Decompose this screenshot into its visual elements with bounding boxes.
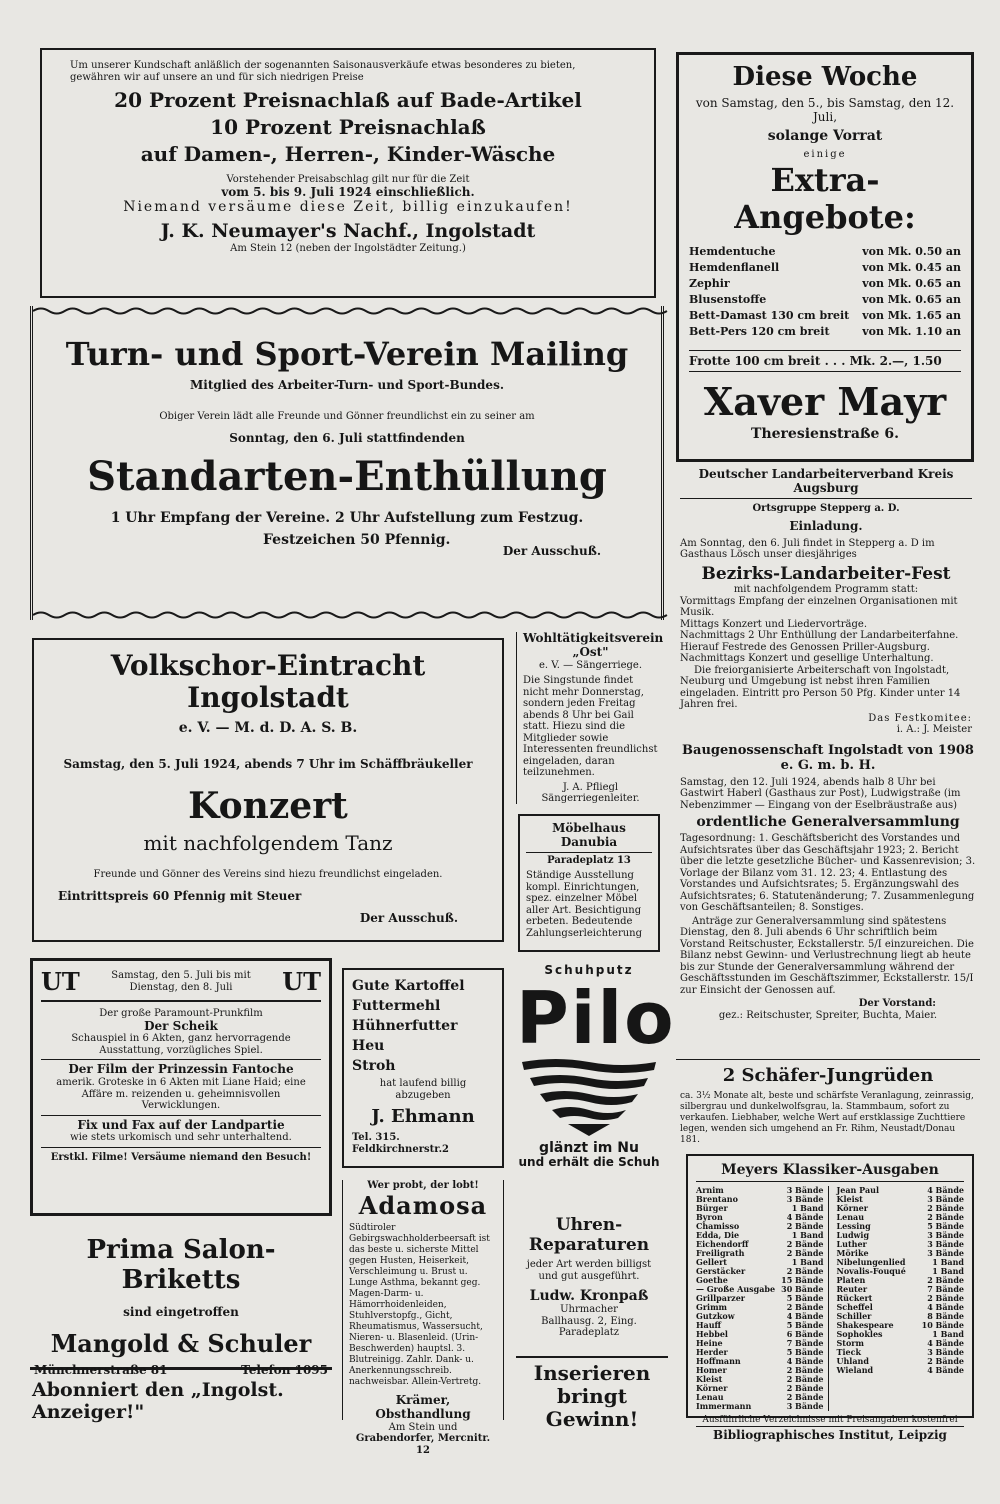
book-volumes: 2 Bände [786,1248,824,1259]
ad-sub: sind eingetroffen [123,1304,239,1319]
ad-text: Fix und Fax auf der Landpartie [77,1117,285,1132]
ad-sub: von Samstag, den 5., bis Samstag, den 12. Juli, [695,95,955,124]
ad-title: Turn- und Sport-Verein Mailing [65,335,629,373]
book-title: Arnim [696,1185,724,1196]
ad-text: Die Singstunde findet nicht mehr Donnerstag, sondern jeden Freitag abends 8 Uhr bei Gail statt. Hiezu sind die Mitglieder sowie Interessenten freundlichst eingeladen, daran teilzunehmen. [523,675,658,779]
book-title: Homer [696,1365,727,1376]
ad-text: amerik. Groteske in 6 Akten mit Liane Haid; eine Affäre m. reizenden u. geheimnisvollen Verwicklungen. [56,1077,306,1112]
ad-meyers [686,1154,974,1443]
book-title: Hoffmann [696,1356,741,1367]
ad-inserieren [516,1356,668,1431]
book-title: Gellert [696,1257,727,1268]
ad-text: Obiger Verein lädt alle Freunde und Gönner freundlichst ein zu seiner am [159,410,535,422]
book-title: Novalis-Fouqué [836,1266,906,1277]
book-title: Lessing [836,1221,871,1232]
book-title: Gerstäcker [696,1266,746,1277]
book-volumes: 4 Bände [927,1185,964,1196]
ad-item: Gute Kartoffel [352,978,465,994]
price-value: von Mk. 0.45 an [862,260,961,274]
book-volumes: 3 Bände [927,1248,964,1259]
book-title: Edda, Die [696,1230,740,1241]
ad-firm: J. K. Neumayer's Nachf., Ingolstadt [160,220,536,243]
ad-signature: Das Festkomitee: [868,712,972,724]
ad-title: Prima Salon-Briketts [86,1235,276,1295]
ad-sub: solange Vorrat [767,128,883,145]
ad-text: Inserieren [533,1361,651,1385]
book-title: Reuter [836,1284,868,1295]
ad-item: Futtermehl [352,998,441,1015]
ad-text: 1 Uhr Empfang der Vereine. 2 Uhr Aufstellung zum Festzug. [110,509,584,526]
book-title: Sophokles [836,1329,883,1340]
ad-text: Festzeichen 50 Pfennig. [263,531,451,548]
ad-address: Theresienstraße 6. [751,426,899,443]
ad-wohltaetigkeit [516,632,662,804]
book-volumes: 4 Bände [786,1212,824,1223]
book-volumes: 2 Bände [786,1374,824,1385]
book-title: Tieck [836,1347,861,1358]
ad-text: mit nachfolgendem Programm statt: [733,584,919,596]
ad-text: Hierauf Festrede des Genossen Priller-Augsburg. [680,641,930,653]
book-volumes: 1 Band [791,1203,824,1214]
book-title: Schiller [836,1311,872,1322]
ad-adamosa [342,1180,504,1456]
book-title: Eichendorff [696,1239,749,1250]
ad-sub: Wer probt, der lobt! [367,1180,479,1191]
ad-ut-kino [30,958,332,1216]
ad-title: 2 Schäfer-Jungrüden [722,1065,934,1086]
ad-date: Samstag, den 5. Juli bis mit Dienstag, den 8. Juli [111,970,251,993]
book-volumes: 7 Bände [786,1338,824,1349]
book-title: Grillparzer [696,1293,746,1304]
book-title: Nibelungenlied [836,1257,906,1268]
ad-text: Mittags Konzert und Liedervorträge. [680,618,868,630]
ad-firm: Mangold & Schuler [50,1328,312,1358]
ad-diese-woche [676,52,974,462]
book-title: Kleist [836,1194,863,1205]
book-volumes: 1 Band [791,1230,824,1241]
book-volumes: 2 Bände [786,1239,824,1250]
ad-line: auf Damen-, Herren-, Kinder-Wäsche [140,142,556,166]
book-title: Brentano [696,1194,738,1205]
ad-line: 10 Prozent Preisnachlaß [210,115,486,139]
book-list-left [696,1186,829,1411]
book-volumes: 1 Band [932,1257,964,1268]
book-list-right [837,1186,965,1411]
ut-logo: UT [41,967,80,996]
ad-schaefer [676,1066,980,1146]
ad-text: Anträge zur Generalversammlung sind spätestens Dienstag, den 8. Juli abends 6 Uhr schriftlich beim Vorstand Reitschuster, Eckstallerstr. 5/I einzureichen. Die Bilanz nebst Gewinn- und Verlustrechnung liegt ab heute bis zur Stunde der Generalversammlung während der Geschäftsstunden im Geschäftszimmer, Eckstallerstr. 15/I zur Einsicht der Genossen auf. [680,915,974,996]
ad-sub: e. V. — M. d. D. A. S. B. [178,720,358,737]
pilo-stripes-graphic [516,1056,662,1136]
ad-text: Erstkl. Filme! Versäume niemand den Besuch! [50,1151,312,1163]
ad-intro: Um unserer Kundschaft anläßlich der sogenannten Saisonausverkäufe etwas besonderes zu bieten, gewähren wir auf unsere an und für sich niedrigen Preise [70,60,576,83]
book-row [696,1402,824,1411]
ad-address: Am Stein 12 (neben der Ingolstädter Zeitung.) [230,243,466,255]
ad-title: Meyers Klassiker-Ausgaben [696,1162,964,1182]
ad-text: Der große Paramount-Prunkfilm [99,1008,263,1019]
ad-title: Möbelhaus Danubia [526,822,652,853]
book-title: Freiligrath [696,1248,745,1259]
divider [41,1147,321,1148]
ad-title: Deutscher Landarbeiterverband Kreis Augsburg [680,468,972,499]
ad-text: Am Sonntag, den 6. Juli findet in Stepperg a. D im Gasthaus Lösch unser diesjähriges [680,537,935,561]
ad-briketts [30,1230,332,1378]
book-title: Scheffel [836,1302,873,1313]
book-volumes: 2 Bände [786,1221,824,1232]
ad-address: Ballhausg. 2, Eing. Paradeplatz [541,1315,637,1339]
divider [689,371,961,372]
ad-note: Ausführliche Verzeichnisse mit Preisangaben kostenfrei [702,1415,958,1426]
book-volumes: 4 Bände [786,1356,824,1367]
ad-sub: Einladung. [789,519,863,534]
book-title: Ludwig [836,1230,870,1241]
price-list [689,244,961,340]
ad-signature: Sängerriegenleiter. [541,793,640,805]
ad-signature: i. A.: J. Meister [896,724,972,736]
ad-item: Heu [352,1038,385,1055]
ad-text: Schauspiel in 6 Akten, ganz hervorragende Ausstattung, vorzügliches Spiel. [71,1033,291,1056]
book-volumes: 5 Bände [786,1320,824,1331]
ad-text: glänzt im Nu [539,1139,639,1156]
book-title: Platen [836,1275,866,1286]
ad-turnverein [30,306,664,620]
ad-title: Adamosa [358,1190,488,1220]
book-volumes: 2 Bände [927,1203,964,1214]
ad-firm: Xaver Mayr [703,379,947,425]
ad-title: Wohltätigkeitsverein „Ost" [523,631,664,659]
ad-text: Abonniert den „Ingolst. Anzeiger!" [32,1379,284,1423]
ad-text: Der Film der Prinzessin Fantoche [68,1062,294,1077]
ad-address: Tel. 315. Feldkirchnerstr.2 [352,1132,450,1155]
ad-headline: Standarten-Enthüllung [87,452,607,500]
book-volumes: 4 Bände [786,1311,824,1322]
ad-headline: ordentliche Generalversammlung [696,814,960,831]
ad-address: Am Stein und [388,1421,458,1433]
ad-abonniert [30,1376,334,1423]
ad-signature: J. A. Pfliegl [562,781,619,793]
ad-sub: Schuhputz [544,963,634,977]
book-volumes: 8 Bände [927,1311,964,1322]
ad-text: Samstag, den 12. Juli 1924, abends halb 8 Uhr bei Gastwirt Haberl (Gasthaus zur Post), Ludwigstraße (im Nebenzimmer — Eingang von der Eselbräustraße aus) [680,776,961,811]
divider [41,1115,321,1116]
ad-text: Vormittags Empfang der einzelnen Organisationen mit Musik. [680,595,958,619]
ad-landarbeiter [676,468,976,738]
ad-sub: einige [803,148,847,160]
ad-text: Ständige Ausstellung kompl. Einrichtungen, spez. einzelner Möbel aller Art. Besichtigung erbeten. Bedeutende Zahlungserleichterung [526,870,643,939]
ad-frotte: Frotte 100 cm breit . . . Mk. 2.—, 1.50 [689,353,942,368]
ad-signature: Der Vorstand: [858,998,936,1010]
price-item: Blusenstoffe [689,292,767,306]
divider [41,1059,321,1060]
ad-ehmann [342,968,504,1168]
ad-text: hat laufend billig abzugeben [379,1078,467,1101]
book-volumes: 2 Bände [927,1293,964,1304]
book-title: Lenau [696,1392,724,1403]
book-title: Mörike [836,1248,869,1259]
ad-headline: Bezirks-Landarbeiter-Fest [701,563,951,584]
book-volumes: 5 Bände [786,1293,824,1304]
book-title: Immermann [696,1401,752,1412]
book-list [696,1186,964,1411]
book-volumes: 1 Band [932,1329,964,1340]
price-value: von Mk. 0.50 an [862,244,961,258]
ad-signature: Der Ausschuß. [359,910,458,925]
book-volumes: 3 Bände [927,1230,964,1241]
book-volumes: 3 Bände [927,1194,964,1205]
book-row [837,1366,965,1375]
price-value: von Mk. 0.65 an [862,292,961,306]
book-volumes: 3 Bände [786,1185,824,1196]
book-title: Chamisso [696,1221,740,1232]
ad-item: Stroh [352,1058,396,1075]
price-value: von Mk. 1.65 an [862,308,961,322]
pilo-logo: Pilo [516,975,676,1060]
book-volumes: 2 Bände [927,1356,964,1367]
price-item: Hemdenflanell [689,260,780,274]
book-volumes: 15 Bände [781,1275,824,1286]
book-title: Storm [836,1338,864,1349]
price-item: Hemdentuche [689,244,776,258]
book-title: Grimm [696,1302,728,1313]
ad-note: vom 5. bis 9. Juli 1924 einschließlich. [221,184,475,199]
ad-headline: Konzert [188,785,348,828]
book-volumes: 2 Bände [927,1212,964,1223]
ad-sub: Ortsgruppe Stepperg a. D. [752,502,900,514]
ad-text: jeder Art werden billigst und gut ausgeführt. [526,1259,652,1282]
ad-uhren [516,1214,662,1352]
book-volumes: 2 Bände [786,1383,824,1394]
book-volumes: 10 Bände [921,1320,964,1331]
book-title: Lenau [836,1212,865,1223]
ad-address: Paradeplatz 13 [547,854,631,866]
ad-text: ca. 3½ Monate alt, beste und schärfste Veranlagung, zeinrassig, silbergrau und dunkelwolfsgrau, la. Stammbaum, sofort zu verkaufen. Liebhaber, welche Wert auf erstklassige Zuchttiere legen, wenden sich umgehend an Fr. Rihm, Neustadt/Donau 181. [680,1090,974,1145]
ad-note: Niemand versäume diese Zeit, billig einzukaufen! [123,199,573,216]
book-title: Kleist [696,1374,723,1385]
ad-moebelhaus [518,814,660,952]
book-volumes: 3 Bände [927,1239,964,1250]
book-title: Shakespeare [836,1320,894,1331]
price-item: Bett-Pers 120 cm breit [689,324,830,338]
ad-baugenossenschaft [676,744,980,1060]
ad-address: Grabendorfer, Mercnitr. 12 [355,1433,491,1456]
book-volumes: 1 Band [932,1266,964,1277]
book-volumes: 2 Bände [786,1365,824,1376]
ad-volkschor [32,638,504,942]
ad-phone: Telefon 1095 [241,1363,328,1378]
price-item: Bett-Damast 130 cm breit [689,308,850,322]
book-title: Hauff [696,1320,722,1331]
book-volumes: 2 Bände [927,1275,964,1286]
book-volumes: 4 Bände [927,1338,964,1349]
book-title: Herder [696,1347,728,1358]
ad-address: Münchnerstraße 81 [34,1363,168,1378]
price-item: Zephir [689,276,730,290]
ut-logo: UT [282,967,321,996]
ad-text: und erhält die Schuh [518,1154,660,1169]
ad-pilo [516,963,676,1204]
book-volumes: 4 Bände [927,1302,964,1313]
book-title: Luther [836,1239,867,1250]
ad-firm: Bibliographisches Institut, Leipzig [696,1426,964,1443]
book-title: Körner [696,1383,728,1394]
ad-text: Der Scheik [144,1018,218,1033]
book-title: Goethe [696,1275,728,1286]
book-title: — Große Ausgabe [696,1284,776,1295]
ad-firm: J. Ehmann [371,1106,475,1128]
ad-signature: gez.: Reitschuster, Spreiter, Buchta, Maier. [718,1009,938,1021]
book-title: Byron [696,1212,723,1223]
ad-title: Uhren-Reparaturen [528,1215,650,1255]
price-value: von Mk. 0.65 an [862,276,961,290]
ad-neumayer [40,48,656,298]
book-volumes: 5 Bände [927,1221,964,1232]
ad-text: Samstag, den 5. Juli 1924, abends 7 Uhr im Schäffbräukeller [63,757,473,772]
ad-price: Eintrittspreis 60 Pfennig mit Steuer [58,889,302,904]
book-title: Körner [836,1203,868,1214]
ad-item: Hühnerfutter [352,1018,458,1035]
book-title: Rückert [836,1293,873,1304]
ad-title: Volkschor-Eintracht Ingolstadt [110,649,426,715]
book-title: Bürger [696,1203,728,1214]
price-value: von Mk. 1.10 an [862,324,961,338]
book-volumes: 2 Bände [786,1266,824,1277]
book-title: Wieland [836,1365,874,1376]
book-title: Gutzkow [696,1311,735,1322]
ad-sub: mit nachfolgendem Tanz [143,830,393,855]
ad-note: Vorstehender Preisabschlag gilt nur für die Zeit [226,174,470,185]
book-volumes: 1 Band [791,1257,824,1268]
book-title: Heine [696,1338,723,1349]
book-volumes: 3 Bände [786,1401,824,1412]
ad-text: Tagesordnung: 1. Geschäftsbericht des Vorstandes und Aufsichtsrates über das Geschäftsjahr 1923; 2. Bericht über die letzte gesetzliche Bücher- und Kassenrevision; 3. Vorlage der Bilanz vom 31. 12. 23; 4. Entlastung des Vorstandes und Aufsichtsrates; 5. Ergänzungswahl des Aufsichtsrates; 6. Statutenänderung; 7. Zusammenlegung von Geschäftsanteilen; 8. Sonstiges. [680,833,976,914]
book-volumes: 4 Bände [927,1365,964,1376]
ad-text: Nachmittags Konzert und gesellige Unterhaltung. [680,653,934,665]
book-volumes: 6 Bände [786,1329,824,1340]
book-title: Uhland [836,1356,869,1367]
book-volumes: 2 Bände [786,1302,824,1313]
ad-text: bringt Gewinn! [545,1384,639,1431]
book-volumes: 7 Bände [927,1284,964,1295]
ad-headline: Extra-Angebote: [734,161,916,236]
ad-text: Südtiroler Gebirgswachholderbeersaft ist das beste u. sicherste Mittel gegen Husten, Heiserkeit, Verschleimung u. Brust u. Lunge Asthma, bekannt geg. Magen-Darm- u. Hämorrhoidenleiden, Stuhlverstopfg., Gicht, Rheumatismus, Wassersucht, Nieren- u. Blasenleid. (Urin-Beschwerden) hauptsl. 3. Blutreinigg. Zahlr. Dank- u. Anerkennungsschreib. nachweisbar. Allein-Vertretg. [349,1223,490,1388]
ad-text: Sonntag, den 6. Juli stattfindenden [229,431,465,446]
book-volumes: 30 Bände [781,1284,824,1295]
ad-signature: Der Ausschuß. [502,543,601,558]
ad-title: Baugenossenschaft Ingolstadt von 1908 e. G. m. b. H. [682,743,974,773]
book-volumes: 2 Bände [786,1392,824,1403]
ad-sub: e. V. — Sängerriege. [538,659,643,671]
wave-border-top [33,306,661,316]
ad-text: Nachmittags 2 Uhr Enthüllung der Landarbeiterfahne. [680,630,959,642]
book-volumes: 3 Bände [927,1347,964,1358]
ad-text: wie stets urkomisch und sehr unterhaltend. [70,1132,292,1144]
ad-text: Die freiorganisierte Arbeiterschaft von Ingolstadt, Neuburg und Umgebung ist nebst ihren Familien eingeladen. Eintritt pro Person 50 Pfg. Kinder unter 14 Jahren frei. [680,664,961,711]
wave-border-bottom [33,610,661,620]
book-volumes: 5 Bände [786,1347,824,1358]
divider [689,350,961,351]
book-volumes: 3 Bände [786,1194,824,1205]
book-title: Hebbel [696,1329,728,1340]
ad-text: Freunde und Gönner des Vereins sind hiezu freundlichst eingeladen. [93,868,443,880]
ad-sub: Mitglied des Arbeiter-Turn- und Sport-Bundes. [190,377,504,392]
ad-line: 20 Prozent Preisnachlaß auf Bade-Artikel [114,88,582,112]
ad-title: Diese Woche [732,62,918,92]
ad-sub: Uhrmacher [560,1304,618,1316]
ad-firm: Krämer, Obsthandlung [375,1393,471,1421]
book-title: Jean Paul [836,1185,879,1196]
ad-firm: Ludw. Kronpaß [529,1288,649,1305]
